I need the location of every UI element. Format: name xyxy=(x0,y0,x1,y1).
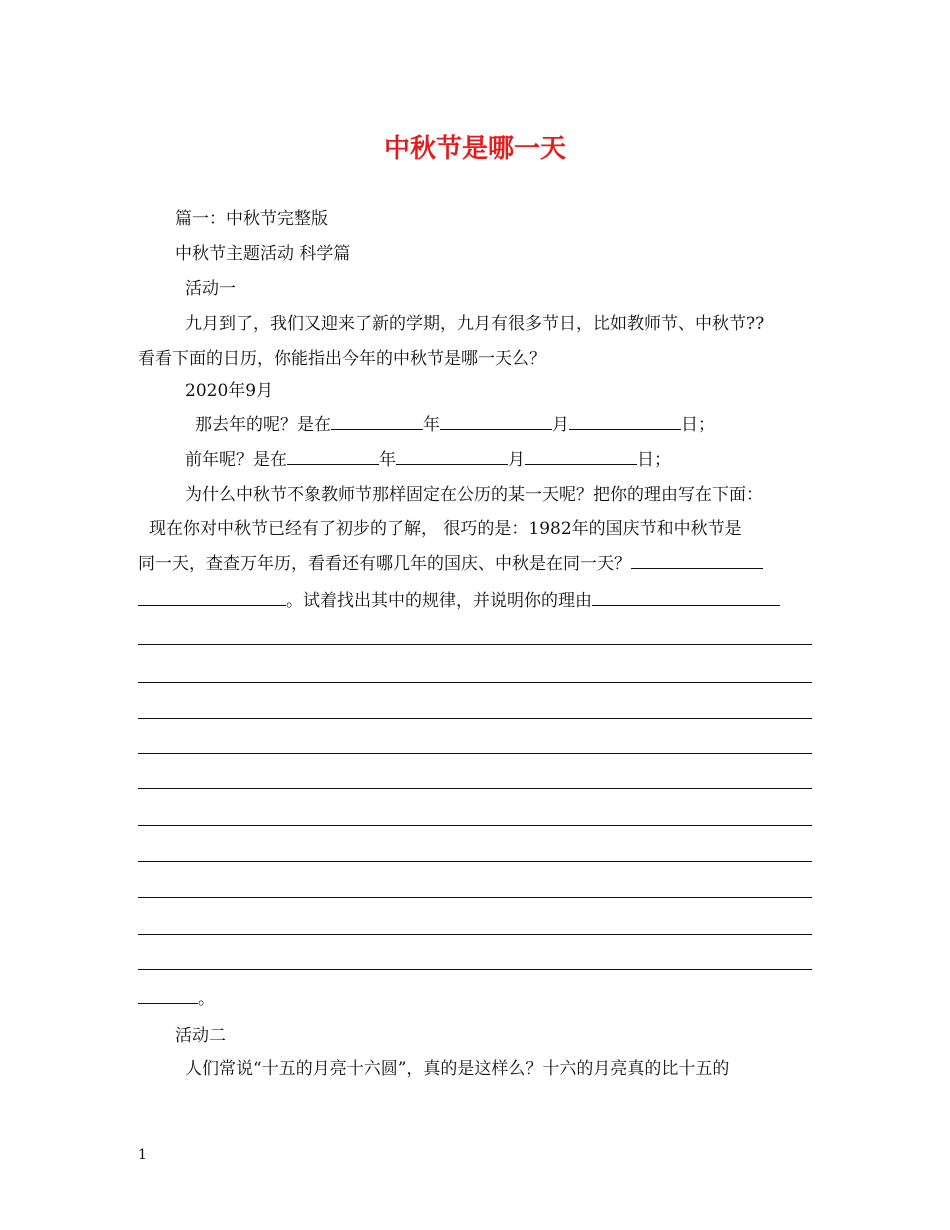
part-heading: 篇一：中秋节完整版 xyxy=(175,209,328,229)
activity1-heading: 活动一 xyxy=(185,279,236,299)
year-unit: 年 xyxy=(379,450,396,470)
month-unit: 月 xyxy=(552,415,569,435)
reason-blank[interactable] xyxy=(592,590,780,606)
month-blank[interactable] xyxy=(440,414,552,430)
day-unit: 日； xyxy=(681,415,715,435)
month-unit: 月 xyxy=(508,450,525,470)
activity2-heading: 活动二 xyxy=(175,1026,226,1046)
answer-rule[interactable] xyxy=(138,644,812,645)
question-last-year xyxy=(138,414,870,436)
answer-rule[interactable] xyxy=(138,788,812,789)
answer-blank[interactable] xyxy=(138,988,198,1004)
paragraph-2-line-3 xyxy=(138,590,813,612)
answer-blank[interactable] xyxy=(631,553,763,569)
answer-blank[interactable] xyxy=(138,590,286,606)
year-unit: 年 xyxy=(423,415,440,435)
page-number: 1 xyxy=(138,1147,147,1163)
question-year-before xyxy=(138,449,860,471)
answer-rule[interactable] xyxy=(138,753,812,754)
document-title: 中秋节是哪一天 xyxy=(383,134,566,164)
question-why: 为什么中秋节不象教师节那样固定在公历的某一天呢？把你的理由写在下面： xyxy=(185,485,763,505)
answer-end-mark: 。 xyxy=(198,989,215,1009)
answer-rule[interactable] xyxy=(138,969,812,970)
paragraph-2-line-3-text: 。试着找出其中的规律，并说明你的理由 xyxy=(286,591,592,611)
day-unit: 日； xyxy=(637,450,671,470)
day-blank[interactable] xyxy=(569,414,681,430)
paragraph-2-line-1: 现在你对中秋节已经有了初步的了解， 很巧的是：1982年的国庆节和中秋节是 xyxy=(149,519,742,539)
question-year-before-prefix: 前年呢？是在 xyxy=(185,450,287,470)
paragraph-2-line-2 xyxy=(138,553,813,575)
month-blank[interactable] xyxy=(396,449,508,465)
day-blank[interactable] xyxy=(525,449,637,465)
year-blank[interactable] xyxy=(331,414,423,430)
answer-rule[interactable] xyxy=(138,897,812,898)
question-last-year-prefix: 那去年的呢？是在 xyxy=(195,415,331,435)
calendar-label: 2020年9月 xyxy=(185,381,274,401)
answer-rule[interactable] xyxy=(138,861,812,862)
year-blank[interactable] xyxy=(287,449,379,465)
answer-end-line xyxy=(138,988,813,1010)
subtitle: 中秋节主题活动 科学篇 xyxy=(175,244,351,264)
answer-rule[interactable] xyxy=(138,718,812,719)
paragraph-2-line-2-text: 同一天，查查万年历，看看还有哪几年的国庆、中秋是在同一天？ xyxy=(138,554,631,574)
answer-rule[interactable] xyxy=(138,934,812,935)
paragraph-1-line-2: 看看下面的日历，你能指出今年的中秋节是哪一天么？ xyxy=(138,349,546,369)
paragraph-3-line-1: 人们常说“十五的月亮十六圆”，真的是这样么？十六的月亮真的比十五的 xyxy=(185,1059,730,1079)
answer-rule[interactable] xyxy=(138,682,812,683)
paragraph-1-line-1: 九月到了，我们又迎来了新的学期，九月有很多节日，比如教师节、中秋节?? xyxy=(185,314,765,334)
answer-rule[interactable] xyxy=(138,825,812,826)
